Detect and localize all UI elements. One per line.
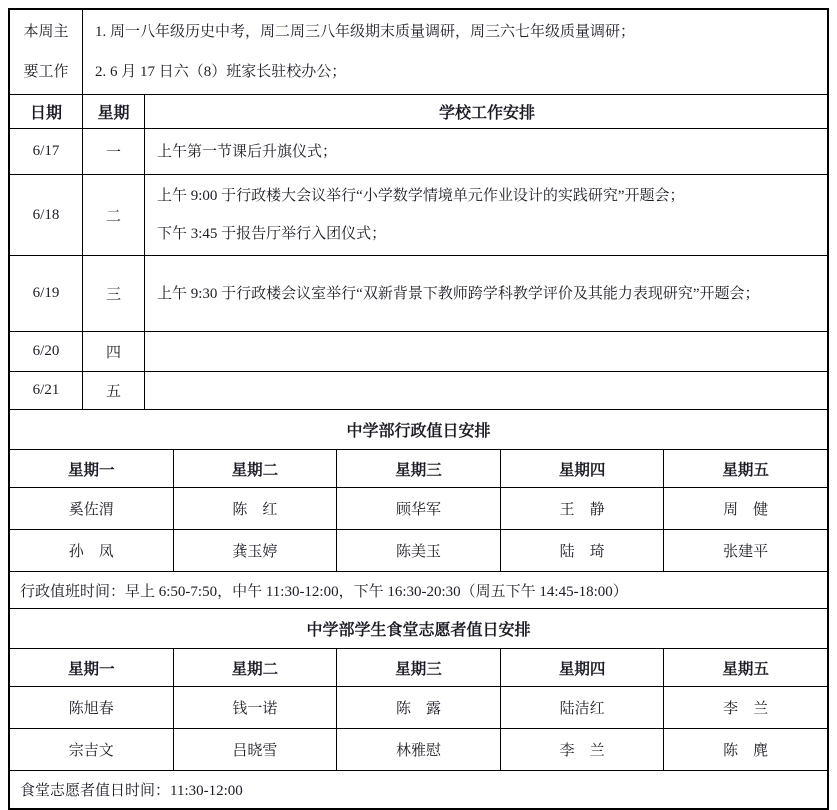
admin-duty-weekday-header xyxy=(10,450,827,488)
weekday-header-fri: 星期五 xyxy=(722,660,769,678)
header-weekday: 星期 xyxy=(83,95,145,128)
volunteer-name: 李 兰 xyxy=(723,701,769,717)
weekday-header-tue: 星期二 xyxy=(174,450,338,487)
summary-label-line1: 本周主 xyxy=(23,24,69,40)
canteen-duty-time-note-row xyxy=(10,771,827,808)
schedule-row-6-18 xyxy=(10,175,827,256)
admin-duty-title-row xyxy=(10,410,827,450)
header-date: 日期 xyxy=(10,95,83,128)
canteen-duty-time-note: 食堂志愿者值日时间：11:30-12:00 xyxy=(20,783,243,799)
admin-duty-name-row xyxy=(10,530,827,572)
date-cell: 6/17 xyxy=(10,129,83,174)
volunteer-name: 陈 麂 xyxy=(723,743,769,759)
duty-name: 陆 琦 xyxy=(501,530,665,571)
content-line: 下午 3:45 于报告厅举行入团仪式； xyxy=(157,226,387,242)
weekly-schedule-table xyxy=(8,8,829,810)
canteen-duty-weekday-header xyxy=(10,649,827,687)
weekly-summary-row xyxy=(10,10,827,95)
duty-name: 张建平 xyxy=(723,544,769,560)
schedule-row-6-20 xyxy=(10,332,827,372)
duty-name: 孙 凤 xyxy=(10,530,174,571)
weekday-header-mon: 星期一 xyxy=(10,649,174,686)
date-cell: 6/20 xyxy=(10,332,83,371)
duty-name: 龚玉婷 xyxy=(174,530,338,571)
admin-duty-time-note: 行政值班时间：早上 6:50-7:50，中午 11:30-12:00，下午 16:30-20:30（周五下午 14:45-18:00） xyxy=(20,583,628,600)
content-cell xyxy=(145,332,827,371)
weekday-cell: 四 xyxy=(83,332,145,371)
duty-name: 顾华军 xyxy=(337,488,501,529)
content-cell xyxy=(145,175,827,255)
canteen-duty-title-row xyxy=(10,609,827,649)
schedule-row-6-19 xyxy=(10,256,827,332)
schedule-row-6-21 xyxy=(10,372,827,410)
weekday-header-thu: 星期四 xyxy=(501,450,665,487)
content-line: 上午 9:30 于行政楼会议室举行“双新背景下教师跨学科教学评价及其能力表现研究”开题会； xyxy=(157,285,760,302)
duty-name: 陈 红 xyxy=(174,488,338,529)
weekday-header-tue: 星期二 xyxy=(174,649,338,686)
volunteer-name: 陆洁红 xyxy=(501,687,665,728)
summary-label-line2: 要工作 xyxy=(23,64,69,80)
content-cell xyxy=(145,372,827,409)
summary-content xyxy=(83,10,827,94)
volunteer-name: 陈 露 xyxy=(337,687,501,728)
volunteer-name: 钱一诺 xyxy=(174,687,338,728)
weekday-header-wed: 星期三 xyxy=(337,649,501,686)
weekday-cell: 三 xyxy=(83,256,145,331)
weekday-header-fri: 星期五 xyxy=(722,461,769,479)
volunteer-name: 宗吉文 xyxy=(10,729,174,770)
canteen-duty-name-row xyxy=(10,729,827,771)
weekday-cell: 一 xyxy=(83,129,145,174)
weekday-cell: 二 xyxy=(83,175,145,255)
content-line: 上午 9:00 于行政楼大会议举行“小学数学情境单元作业设计的实践研究”开题会； xyxy=(157,188,685,204)
duty-name: 周 健 xyxy=(723,502,769,518)
summary-item-2: 2. 6 月 17 日六（8）班家长驻校办公； xyxy=(95,64,347,80)
admin-duty-name-row xyxy=(10,488,827,530)
volunteer-name: 吕晓雪 xyxy=(174,729,338,770)
content-cell xyxy=(145,256,827,331)
weekday-header-thu: 星期四 xyxy=(501,649,665,686)
canteen-duty-name-row xyxy=(10,687,827,729)
schedule-row-6-17 xyxy=(10,129,827,175)
schedule-header-row xyxy=(10,95,827,129)
canteen-duty-title: 中学部学生食堂志愿者值日安排 xyxy=(306,622,531,639)
summary-label xyxy=(10,10,83,94)
volunteer-name: 李 兰 xyxy=(501,729,665,770)
header-school-work: 学校工作安排 xyxy=(438,105,535,122)
volunteer-name: 陈旭春 xyxy=(10,687,174,728)
duty-name: 奚佐渭 xyxy=(10,488,174,529)
date-cell: 6/18 xyxy=(10,175,83,255)
volunteer-name: 林雅慰 xyxy=(337,729,501,770)
summary-item-1: 1. 周一八年级历史中考，周二周三八年级期末质量调研，周三六七年级质量调研； xyxy=(95,24,636,40)
admin-duty-title: 中学部行政值日安排 xyxy=(346,423,491,440)
admin-duty-time-note-row xyxy=(10,572,827,609)
weekday-header-mon: 星期一 xyxy=(10,450,174,487)
duty-name: 王 静 xyxy=(501,488,665,529)
weekday-header-wed: 星期三 xyxy=(337,450,501,487)
weekday-cell: 五 xyxy=(83,372,145,409)
date-cell: 6/21 xyxy=(10,372,83,409)
date-cell: 6/19 xyxy=(10,256,83,331)
duty-name: 陈美玉 xyxy=(337,530,501,571)
content-line: 上午第一节课后升旗仪式； xyxy=(157,143,338,160)
content-cell xyxy=(145,129,827,174)
